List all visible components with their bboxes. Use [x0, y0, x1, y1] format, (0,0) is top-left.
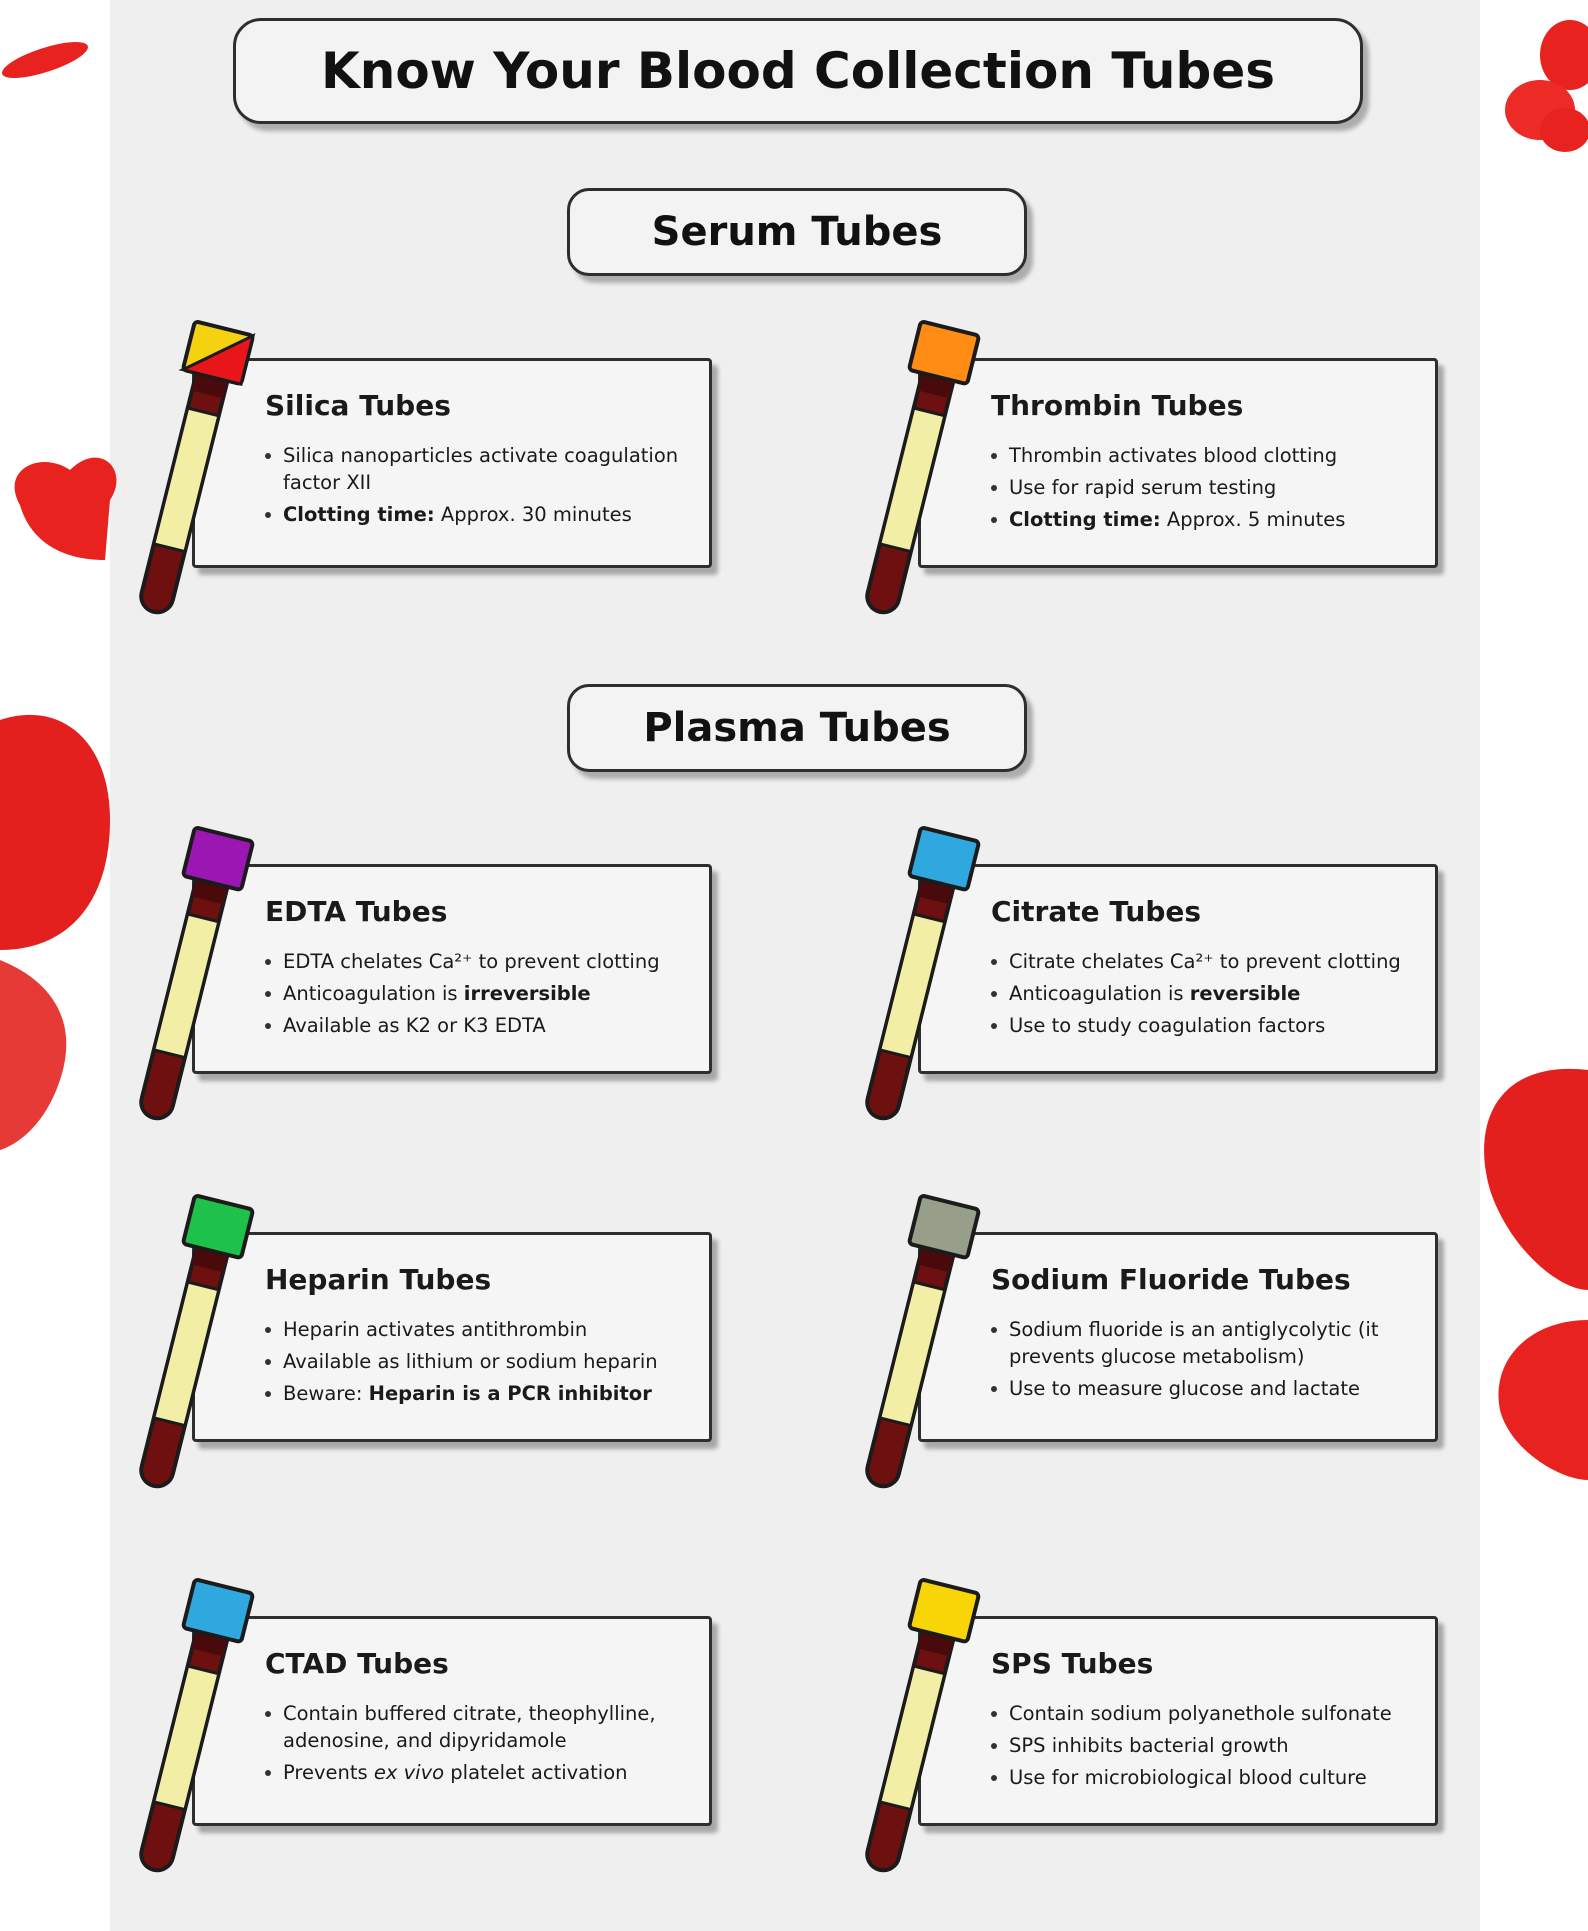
tube-body: [850, 1579, 979, 1877]
bullet-item: [991, 1700, 1415, 1727]
tube-cap: [909, 1579, 979, 1642]
bullet-item: [991, 442, 1415, 469]
bullet-text: irreversible: [463, 982, 591, 1005]
bullet-text: Contain sodium polyanethole sulfonate: [1009, 1702, 1392, 1725]
bullet-item: [991, 1012, 1415, 1039]
bullet-text: Use to study coagulation factors: [1009, 1014, 1326, 1037]
card-title: EDTA Tubes: [265, 895, 448, 928]
bullet-item: [265, 1380, 689, 1407]
bullet-text: Clotting time:: [283, 503, 435, 526]
card-title: Heparin Tubes: [265, 1263, 492, 1296]
bullet-text: Approx. 5 minutes: [1160, 508, 1346, 531]
section-title-plasma: Plasma Tubes: [567, 684, 1027, 772]
tube-body: [124, 1195, 253, 1493]
tube-label: [880, 914, 945, 1058]
tube-cap: [909, 827, 979, 890]
bullet-item: [265, 948, 689, 975]
bullet-text: reversible: [1189, 982, 1301, 1005]
tube-body: [850, 827, 979, 1125]
bullet-text: Contain buffered citrate, theophylline, adenosine, and dipyridamole: [283, 1702, 656, 1752]
bullet-item: [265, 1316, 689, 1343]
card-citrate: [918, 864, 1438, 1074]
main-title: Know Your Blood Collection Tubes: [233, 18, 1363, 124]
bullet-list: [265, 1700, 689, 1786]
bullet-text: Anticoagulation is: [283, 982, 464, 1005]
bullet-item: [265, 1700, 689, 1754]
tube-cap: [183, 1195, 253, 1258]
bullet-item: [265, 1348, 689, 1375]
card-sodium-fluoride: [918, 1232, 1438, 1442]
tube-label: [154, 914, 219, 1058]
bullet-text: Available as K2 or K3 EDTA: [283, 1014, 546, 1037]
bullet-item: [265, 1012, 689, 1039]
bullet-text: EDTA chelates Ca²⁺ to prevent clotting: [283, 950, 660, 973]
bullet-text: Beware:: [283, 1382, 369, 1405]
tube-label: [880, 1282, 945, 1426]
bullet-list: [265, 1316, 689, 1407]
bullet-list: [991, 442, 1415, 533]
bullet-item: [991, 506, 1415, 533]
card-title: Silica Tubes: [265, 389, 451, 422]
bullet-text: Use for microbiological blood culture: [1009, 1766, 1367, 1789]
bullet-list: [991, 1316, 1415, 1402]
tube-cap: [909, 321, 979, 384]
bullet-text: Approx. 30 minutes: [434, 503, 632, 526]
bullet-item: [991, 980, 1415, 1007]
card-title: CTAD Tubes: [265, 1647, 449, 1680]
bullet-text: Prevents: [283, 1761, 374, 1784]
bullet-text: ex vivo: [373, 1761, 445, 1784]
card-edta: [192, 864, 712, 1074]
tube-body: [124, 1579, 253, 1877]
bullet-item: [991, 948, 1415, 975]
bullet-text: Heparin is a PCR inhibitor: [368, 1382, 652, 1405]
bullet-item: [265, 980, 689, 1007]
card-title: Citrate Tubes: [991, 895, 1202, 928]
tube-body: [124, 321, 253, 619]
bullet-item: [991, 1375, 1415, 1402]
bullet-text: platelet activation: [444, 1761, 628, 1784]
bullet-text: Available as lithium or sodium heparin: [283, 1350, 658, 1373]
bullet-item: [265, 1759, 689, 1786]
section-title-serum: Serum Tubes: [567, 188, 1027, 276]
tube-label: [880, 408, 945, 552]
card-sps: [918, 1616, 1438, 1826]
tube-body: [124, 827, 253, 1125]
bullet-list: [991, 1700, 1415, 1791]
bullet-text: Sodium fluoride is an antiglycolytic (it prevents glucose metabolism): [1009, 1318, 1379, 1368]
ctad-tube-icon: [128, 1576, 248, 1886]
bullet-text: Use for rapid serum testing: [1009, 476, 1277, 499]
tube-cap: [183, 1579, 253, 1642]
bullet-text: Silica nanoparticles activate coagulation factor XII: [283, 444, 679, 494]
thrombin-tube-icon: [854, 318, 974, 628]
heparin-tube-icon: [128, 1192, 248, 1502]
tube-body: [850, 321, 979, 619]
bullet-item: [991, 1732, 1415, 1759]
bullet-item: [265, 442, 689, 496]
citrate-tube-icon: [854, 824, 974, 1134]
tube-cap: [909, 1195, 979, 1258]
tube-label: [154, 1666, 219, 1810]
tube-body: [850, 1195, 979, 1493]
card-thrombin: [918, 358, 1438, 568]
bullet-list: [265, 442, 689, 528]
bullet-text: Citrate chelates Ca²⁺ to prevent clotting: [1009, 950, 1401, 973]
bullet-item: [991, 1764, 1415, 1791]
tube-cap: [183, 827, 253, 890]
card-silica: [192, 358, 712, 568]
bullet-text: Use to measure glucose and lactate: [1009, 1377, 1361, 1400]
bullet-item: [991, 1316, 1415, 1370]
bullet-text: Thrombin activates blood clotting: [1009, 444, 1338, 467]
silica-tube-icon: [128, 318, 248, 628]
card-title: Thrombin Tubes: [991, 389, 1244, 422]
sodium-fluoride-tube-icon: [854, 1192, 974, 1502]
bullet-text: Anticoagulation is: [1009, 982, 1190, 1005]
bullet-item: [991, 474, 1415, 501]
card-heparin: [192, 1232, 712, 1442]
bullet-item: [265, 501, 689, 528]
card-title: SPS Tubes: [991, 1647, 1154, 1680]
tube-label: [880, 1666, 945, 1810]
bullet-list: [265, 948, 689, 1039]
tube-label: [154, 1282, 219, 1426]
bullet-text: Clotting time:: [1009, 508, 1161, 531]
edta-tube-icon: [128, 824, 248, 1134]
bullet-list: [991, 948, 1415, 1039]
card-ctad: [192, 1616, 712, 1826]
bullet-text: Heparin activates antithrombin: [283, 1318, 588, 1341]
card-title: Sodium Fluoride Tubes: [991, 1263, 1351, 1296]
bullet-text: SPS inhibits bacterial growth: [1009, 1734, 1289, 1757]
tube-label: [154, 408, 219, 552]
sps-tube-icon: [854, 1576, 974, 1886]
